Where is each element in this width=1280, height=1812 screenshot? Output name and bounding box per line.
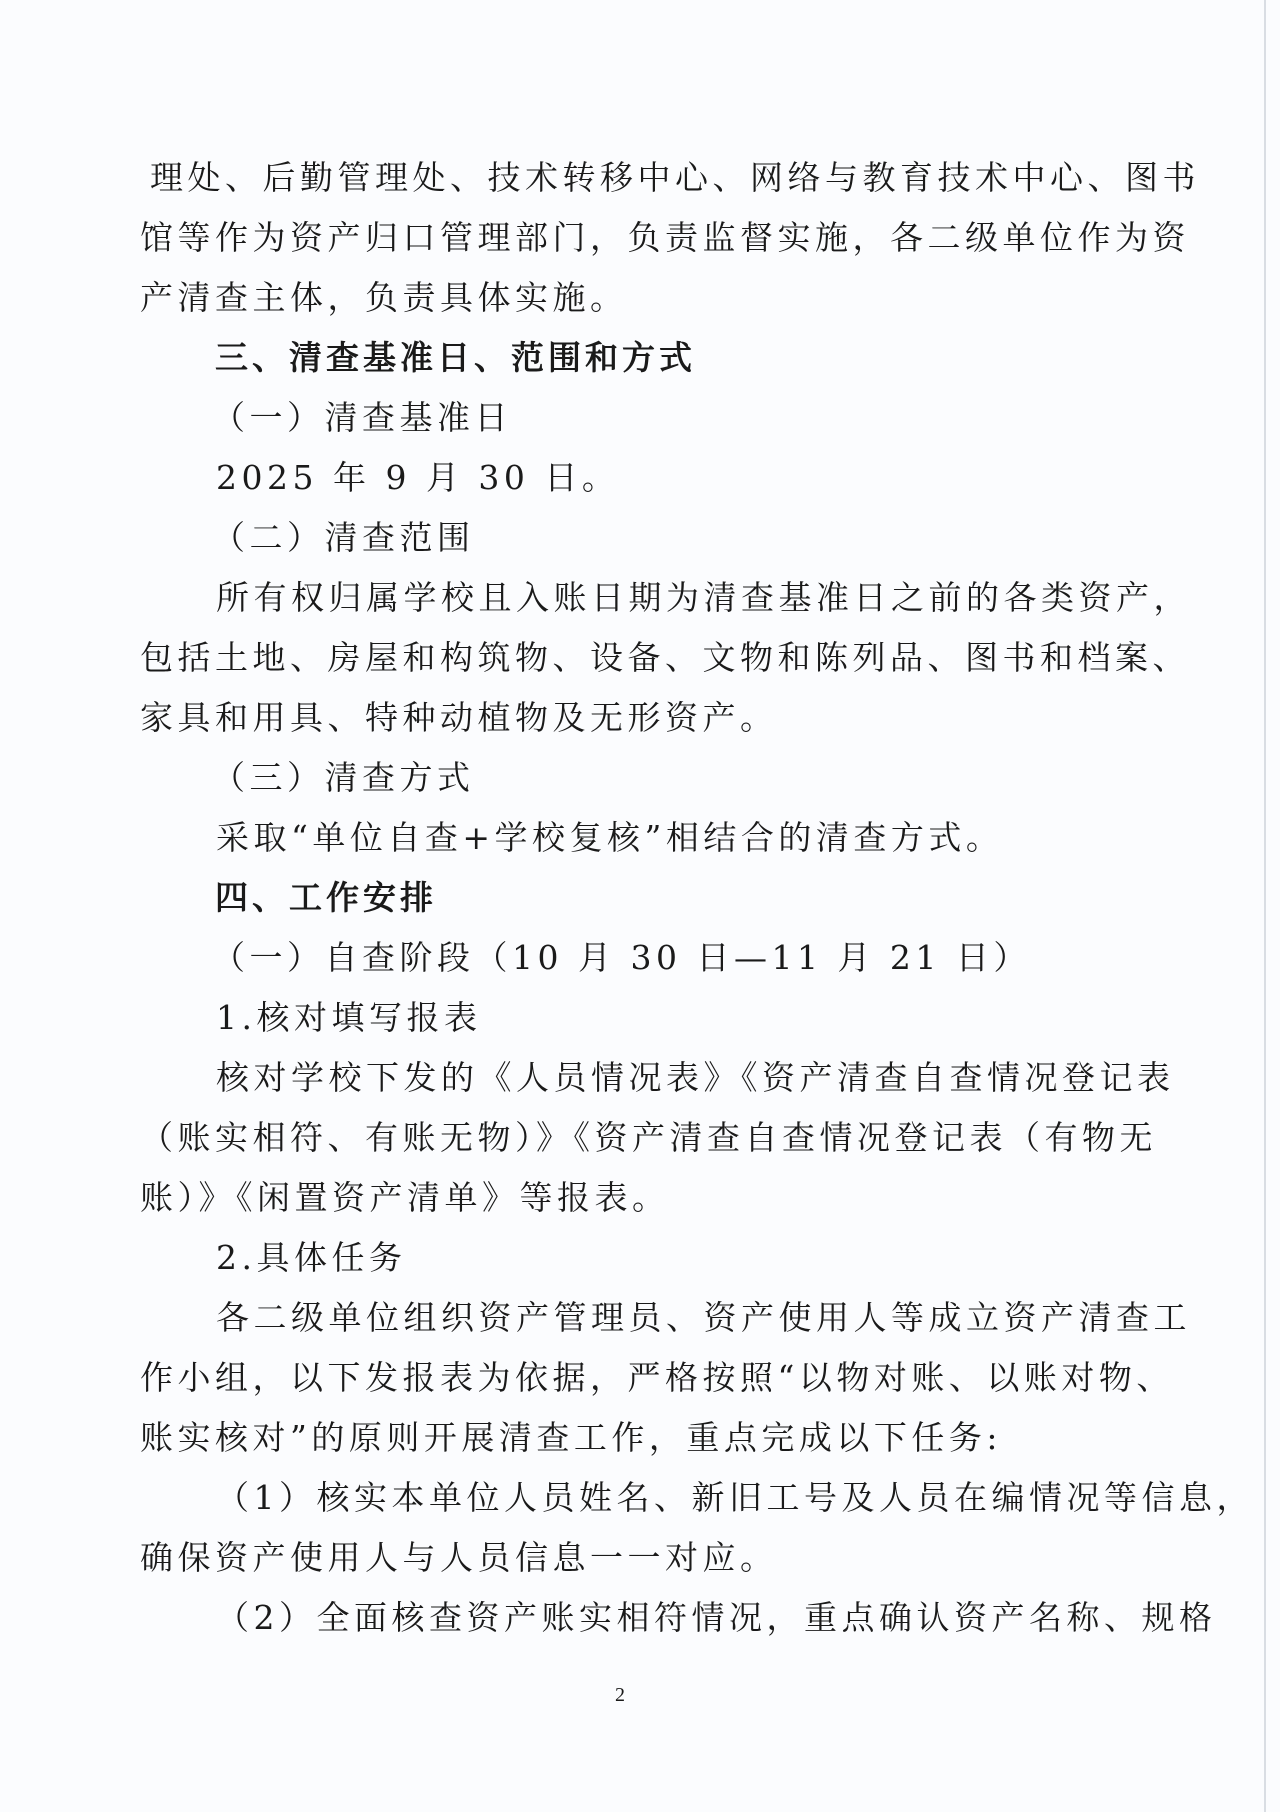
body-line: 账实核对”的原则开展清查工作，重点完成以下任务: [140,1418,1002,1457]
section-heading-three: 三、清查基准日、范围和方式 [215,338,696,377]
body-line: 各二级单位组织资产管理员、资产使用人等成立资产清查工 [216,1298,1191,1337]
section-heading-four: 四、工作安排 [215,878,437,917]
subsection-heading: （三）清查方式 [212,758,475,797]
body-line: 包括土地、房屋和构筑物、设备、文物和陈列品、图书和档案、 [140,638,1190,677]
item-heading: 2.具体任务 [216,1238,407,1277]
body-line: 作小组，以下发报表为依据，严格按照“以物对账、以账对物、 [140,1358,1174,1397]
subsection-heading: （一）自查阶段（10 月 30 日—11 月 21 日） [212,938,1031,977]
body-line: 馆等作为资产归口管理部门，负责监督实施，各二级单位作为资 [140,218,1190,257]
body-line: 核对学校下发的《人员情况表》《资产清查自查情况登记表 [216,1058,1175,1097]
body-line: 2025 年 9 月 30 日。 [216,458,620,497]
body-line: 产清查主体，负责具体实施。 [140,278,628,317]
item-heading: 1.核对填写报表 [216,998,482,1037]
body-line: 家具和用具、特种动植物及无形资产。 [140,698,778,737]
body-line: （2）全面核查资产账实相符情况，重点确认资产名称、规格 [216,1598,1217,1637]
body-line: 理处、后勤管理处、技术转移中心、网络与教育技术中心、图书 [150,158,1200,197]
body-line: 确保资产使用人与人员信息一一对应。 [140,1538,778,1577]
body-line: 账）》《闲置资产清单》等报表。 [140,1178,670,1217]
subsection-heading: （一）清查基准日 [212,398,512,437]
body-line: 采取“单位自查+学校复核”相结合的清查方式。 [216,818,1004,857]
subsection-heading: （二）清查范围 [212,518,475,557]
body-line: 所有权归属学校且入账日期为清查基准日之前的各类资产， [216,578,1191,617]
page-edge-line [1264,0,1266,1812]
body-line: （1）核实本单位人员姓名、新旧工号及人员在编情况等信息， [216,1478,1254,1517]
page-number: 2 [615,1684,625,1706]
body-line: （账实相符、有账无物）》《资产清查自查情况登记表（有物无 [140,1118,1157,1157]
